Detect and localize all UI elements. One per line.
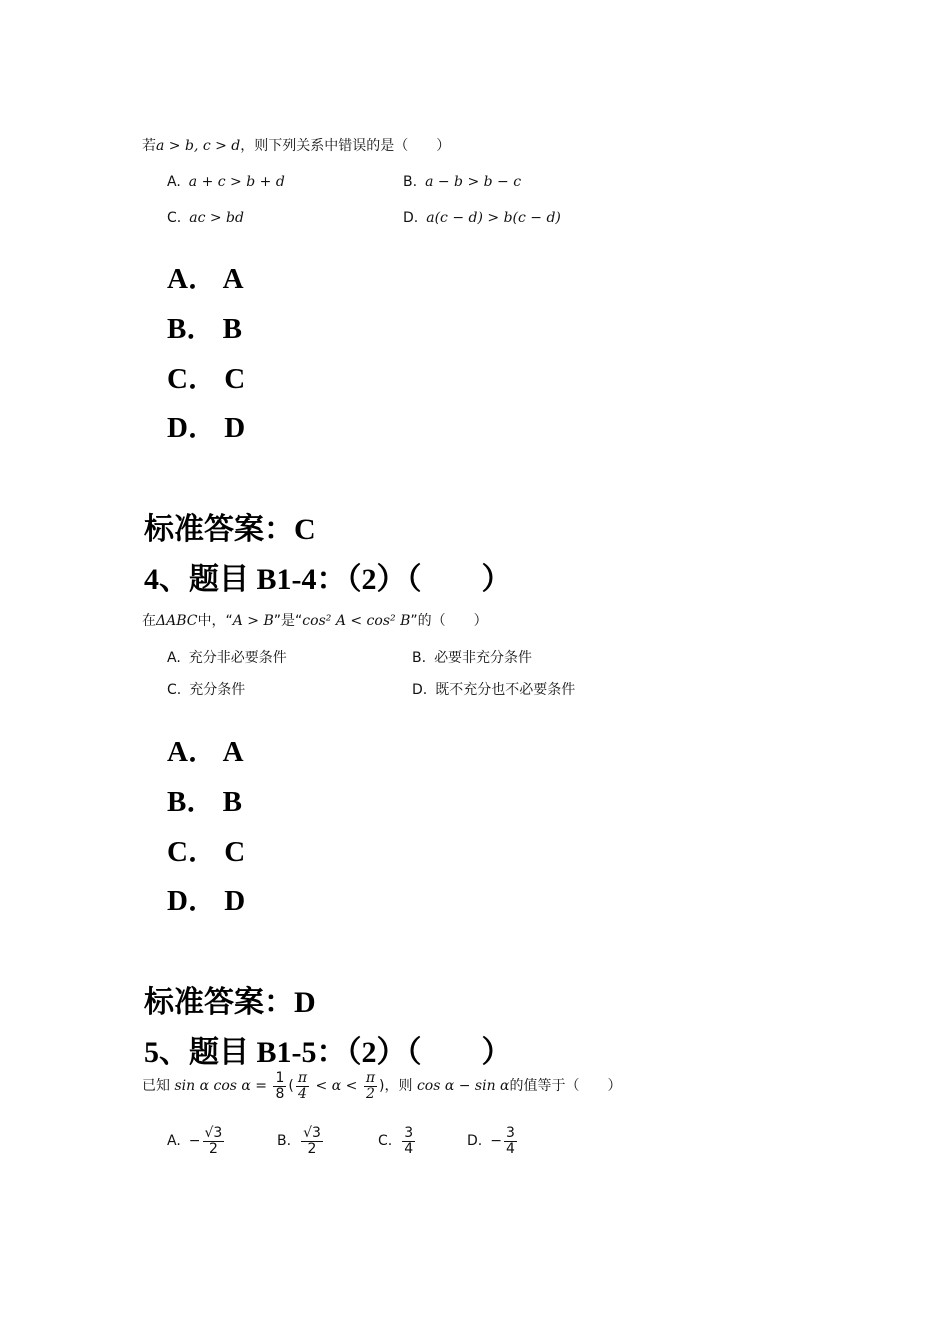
- option-label: D.: [403, 210, 419, 226]
- q5-option-b: [277, 1126, 325, 1156]
- q5-stem-suffix: 的值等于（ ）: [509, 1078, 622, 1095]
- option-expr: ac > bd: [189, 210, 244, 226]
- option-sign: −: [490, 1133, 502, 1150]
- q4-stem-mid1: 中，“: [197, 613, 233, 629]
- frac-num: 3: [404, 1125, 414, 1141]
- q3-choice-a[interactable]: A． A: [167, 263, 244, 295]
- q4-option-b: [412, 647, 532, 667]
- q3-option-a: [167, 174, 285, 190]
- frac-den: 4: [298, 1085, 307, 1102]
- q5-stem-expr1: sin α cos α =: [174, 1078, 268, 1095]
- option-fraction: [203, 1126, 225, 1156]
- q3-option-d: [403, 210, 561, 226]
- q4-stem-mid2: ”是“: [273, 613, 303, 629]
- option-label: D.: [412, 682, 428, 698]
- option-text: 既不充分也不必要条件: [435, 682, 576, 698]
- q3-stem-suffix: ，则下列关系中错误的是（ ）: [240, 138, 451, 154]
- frac-den: 4: [505, 1140, 515, 1157]
- q3-choice-d[interactable]: D． D: [167, 412, 246, 444]
- q4-choice-b[interactable]: B． B: [167, 786, 242, 818]
- q4-option-a: [167, 647, 287, 667]
- option-label: A.: [167, 1133, 181, 1150]
- q4-option-d: [412, 679, 575, 699]
- option-label: C.: [167, 682, 182, 698]
- option-fraction: [301, 1126, 323, 1156]
- q4-answer: 标准答案：D: [144, 986, 316, 1019]
- option-fraction: [504, 1126, 517, 1156]
- option-text: 充分非必要条件: [188, 650, 287, 666]
- option-text: 必要非充分条件: [434, 650, 533, 666]
- q4-choice-a[interactable]: A． A: [167, 736, 244, 768]
- q3-choice-b[interactable]: B． B: [167, 313, 242, 345]
- q5-stem-prefix: 已知: [142, 1078, 170, 1095]
- frac-num: 3: [505, 1125, 515, 1141]
- q5-title: 5、题目 B1-5：（2）（ ）: [144, 1036, 512, 1069]
- q5-stem-lt: < α <: [315, 1078, 358, 1095]
- option-text: 充分条件: [189, 682, 246, 698]
- q5-stem-expr2: cos α − sin α: [416, 1078, 510, 1095]
- q3-stem-prefix: 若: [142, 138, 156, 154]
- q4-choice-c[interactable]: C． C: [167, 836, 246, 868]
- option-expr: a + c > b + d: [188, 174, 285, 190]
- frac-num: √3: [204, 1125, 223, 1141]
- frac-num: 1: [275, 1070, 285, 1086]
- option-label: B.: [403, 174, 418, 190]
- q3-stem-math: a > b, c > d: [156, 138, 241, 154]
- q4-stem-cond1: A > B: [232, 613, 274, 629]
- q3-stem: [142, 135, 450, 155]
- frac-den: 8: [275, 1085, 285, 1102]
- q4-option-c: [167, 679, 245, 699]
- q4-stem-suffix: ”的（ ）: [410, 613, 488, 629]
- q4-stem: [142, 610, 488, 630]
- frac-den: 2: [365, 1085, 375, 1102]
- option-label: A.: [167, 174, 181, 190]
- q5-stem: [142, 1071, 622, 1101]
- q5-frac-pi-2: [364, 1071, 377, 1101]
- q4-stem-prefix: 在: [142, 613, 156, 629]
- frac-den: 2: [307, 1140, 317, 1157]
- option-expr: a(c − d) > b(c − d): [426, 210, 561, 226]
- option-expr: a − b > b − c: [425, 174, 522, 190]
- frac-num: √3: [303, 1125, 321, 1141]
- q4-title: 4、题目 B1-4：（2）（ ）: [144, 563, 512, 596]
- q4-stem-cond2: cos² A < cos² B: [302, 613, 411, 629]
- option-label: A.: [167, 650, 181, 666]
- q5-option-a: [167, 1126, 226, 1156]
- option-fraction: [402, 1126, 415, 1156]
- frac-den: 4: [404, 1140, 414, 1157]
- q5-frac-one-eighth: [273, 1071, 286, 1101]
- option-label: D.: [467, 1133, 483, 1150]
- q5-option-c: [378, 1126, 417, 1156]
- q4-stem-triangle: ΔABC: [156, 613, 198, 629]
- option-label: C.: [167, 210, 182, 226]
- q4-choice-d[interactable]: D． D: [167, 885, 246, 917]
- q5-option-d: [467, 1126, 519, 1156]
- q3-option-c: [167, 210, 244, 226]
- option-label: B.: [277, 1133, 292, 1150]
- option-sign: −: [188, 1133, 201, 1150]
- frac-num: π: [365, 1070, 376, 1086]
- q3-option-b: [403, 174, 521, 190]
- q5-paren-open: (: [288, 1078, 294, 1095]
- q5-paren-close: )，则: [379, 1078, 413, 1095]
- q3-choice-c[interactable]: C． C: [167, 363, 246, 395]
- frac-num: π: [297, 1070, 308, 1086]
- option-label: B.: [412, 650, 427, 666]
- frac-den: 2: [208, 1140, 218, 1157]
- q3-answer: 标准答案：C: [144, 513, 316, 546]
- option-label: C.: [378, 1133, 393, 1150]
- q5-frac-pi-4: [296, 1071, 309, 1101]
